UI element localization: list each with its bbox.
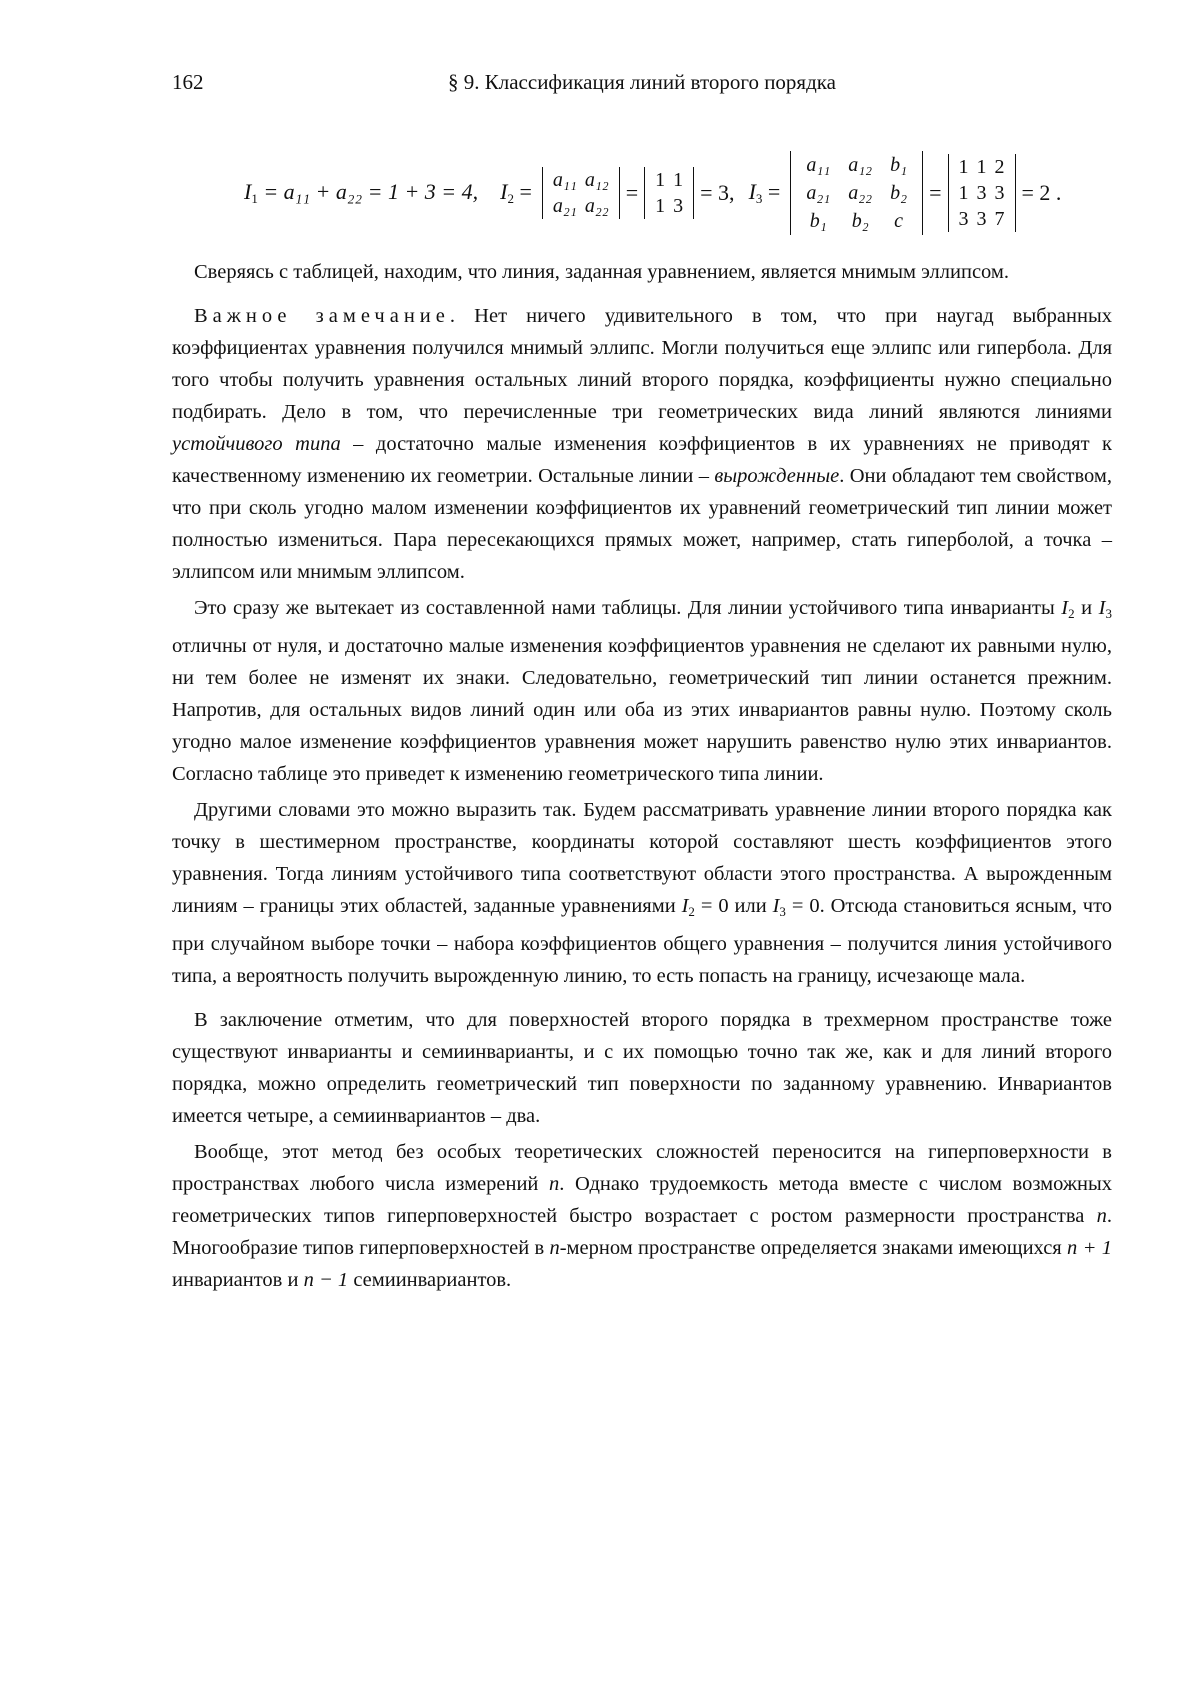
i3-formula: $I_3$ = — [748, 179, 781, 206]
determinant-2x2-symbolic: a₁₁ a₁₂ a₂₁ a₂₂ — [542, 167, 620, 219]
important-note-heading: Важное замечание — [194, 305, 450, 327]
paragraph-hypersurfaces: Вообще, этот метод без особых теоретических сложностей переносится на гиперповерхности в пространствах любого числа измерений n. Однако трудоемкость метода вместе с числом возможных геометрических типов гиперповерхностей быстро возрастает с ростом размерности пространства n. Многообразие типов гиперповерхностей в n-мерном пространстве определяется знаками имеющихся n + 1 инвариантов и n − 1 семиинвариантов. — [172, 1141, 1112, 1291]
page-body — [172, 256, 1112, 1296]
paragraph-six-dimensional-space: Другими словами это можно выразить так. Будем рассматривать уравнение линии второго порядка как точку в шестимерном пространстве, координаты которой составляют шесть коэффициентов этого уравнения. Тогда линиям устойчивого типа соответствуют области этого пространства. А вырожденным линиям – границы этих областей, заданные уравнениями $I_2 = 0$ или $I_3 = 0$. Отсюда становиться ясным, что при случайном выборе точки – набора коэффициентов общего уравнения – получится линия устойчивого типа, а вероятность получить вырожденную линию, то есть попасть на границу, исчезающе мала. — [172, 799, 1113, 987]
term-degenerate: вырожденные — [714, 465, 840, 487]
determinant-2x2-numeric: 1 1 1 3 — [644, 167, 694, 219]
term-stable-type: устойчивого типа — [172, 433, 341, 455]
paragraph-conclusion: Сверяясь с таблицей, находим, что линия, заданная уравнением, является мнимым эллипсом. — [194, 261, 1010, 283]
i2-formula: $I_2$ = — [500, 179, 532, 206]
page-header — [172, 70, 1112, 95]
determinant-3x3-symbolic: a₁₁ a₁₂ b₁ a₂₁ a₂₂ b₂ b₁ b₂ c — [790, 151, 923, 235]
page-number: 162 — [172, 70, 204, 94]
running-title: § 9. Классификация линий второго порядка — [448, 70, 836, 94]
invariants-formula: $I_1 = a_{11} + a_{22} = 1 + 3 = 4$, $I_2$ = a₁₁ a₁₂ a₂₁ a₂₂ = 1 1 1 3 = 3, $I_3$ = a₁₁ a₁₂ b₁ a₂₁ a₂₂ b₂ b₁ b₂ c = 1 1 2 1 3 3 3 3 7 = 2 . — [240, 138, 1061, 248]
paragraph-important-note: Важное замечание. Нет ничего удивительного в том, что при наугад выбранных коэффициентах уравнения получился мнимый эллипс. Могли получиться еще эллипс или гипербола. Для того чтобы получить уравнения остальных линий второго порядка, коэффициенты нужно специально подбирать. Дело в том, что перечисленные три геометрических вида линий являются линиями устойчивого типа – достаточно малые изменения коэффициентов в их уравнениях не приводят к качественному изменению их геометрии. Остальные линии – вырожденные. Они обладают тем свойством, что при сколь угодно малом изменении коэффициентов их уравнений геометрический тип линии может полностью измениться. Пара пересекающихся прямых может, например, стать гиперболой, а точка – эллипсом или мнимым эллипсом. — [172, 305, 1112, 583]
i1-formula: $I_1 = a_{11} + a_{22} = 1 + 3 = 4$, — [244, 179, 479, 206]
paragraph-table-consequence: Это сразу же вытекает из составленной нами таблицы. Для линии устойчивого типа инварианты $I_2$ и $I_3$ отличны от нуля, и достаточно малые изменения коэффициентов уравнения не сделают их равными нулю, ни тем более не изменят их знаки. Следовательно, геометрический тип линии останется прежним. Напротив, для остальных видов линий один или оба из этих инвариантов равны нулю. Поэтому сколь угодно малое изменение коэффициентов уравнения может нарушить равенство нулю этих инвариантов. Согласно таблице это приведет к изменению геометрического типа линии. — [172, 597, 1112, 785]
paragraph-surfaces: В заключение отметим, что для поверхностей второго порядка в трехмерном пространстве тоже существуют инварианты и семиинварианты, и с их помощью точно так же, как и для линий второго порядка, можно определить геометрический тип поверхности по заданному уравнению. Инвариантов имеется четыре, а семиинвариантов – два. — [172, 1009, 1112, 1127]
determinant-3x3-numeric: 1 1 2 1 3 3 3 3 7 — [948, 154, 1016, 232]
